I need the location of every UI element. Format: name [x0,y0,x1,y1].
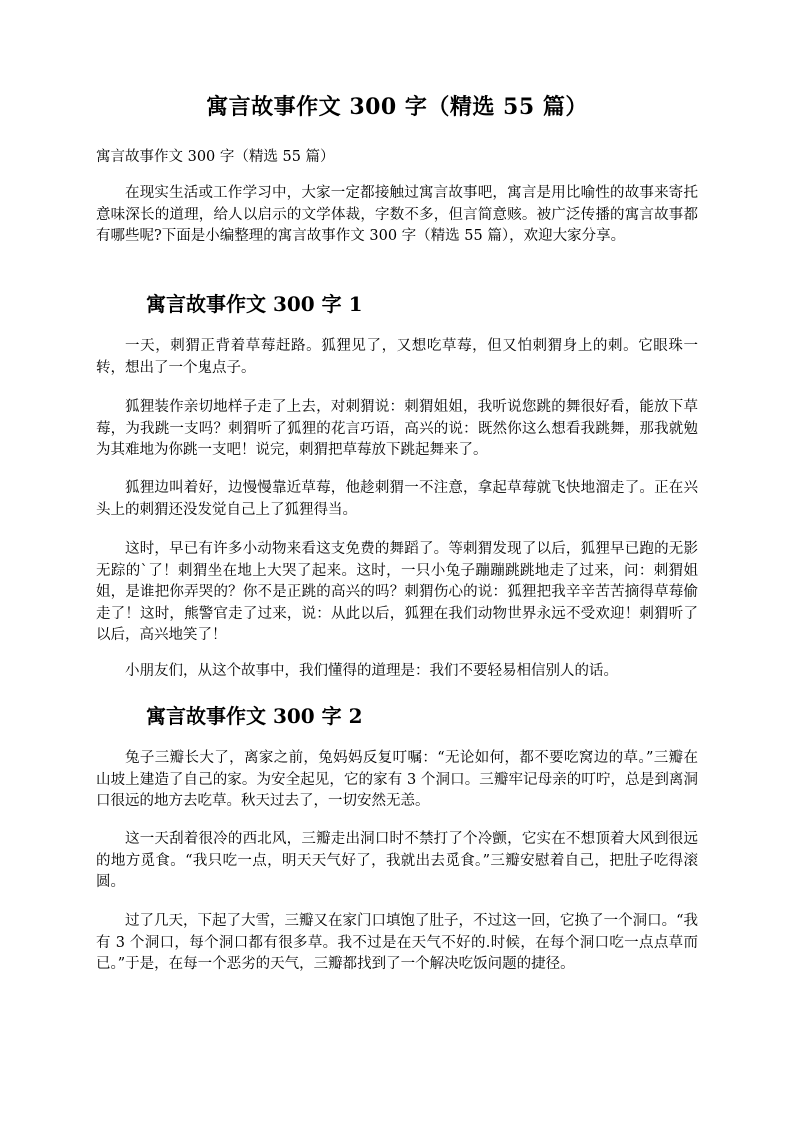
section-2-paragraph-2: 这一天刮着很冷的西北风，三瓣走出洞口时不禁打了个冷颤，它实在不想顶着大风到很远的地方觅食。“我只吃一点，明天天气好了，我就出去觅食。”三瓣安慰着自己，把肚子吃得滚圆。 [96,831,698,890]
section-1-paragraph-5: 小朋友们，从这个故事中，我们懂得的道理是：我们不要轻易相信别人的话。 [125,663,618,679]
section-heading-2: 寓言故事作文 300 字 2 [146,704,363,728]
section-heading-1: 寓言故事作文 300 字 1 [146,292,363,316]
section-1-paragraph-2: 狐狸装作亲切地样子走了上去，对刺猬说：刺猬姐姐，我听说您跳的舞很好看，能放下草莓，为我跳一支吗？刺猬听了狐狸的花言巧语，高兴的说：既然你这么想看我跳舞，那我就勉为其难地为你跳一支吧！说完，刺猬把草莓放下跳起舞来了。 [96,399,698,458]
section-1-paragraph-4: 这时，早已有许多小动物来看这支免费的舞蹈了。等刺猬发现了以后，狐狸早已跑的无影无踪的`了！刺猬坐在地上大哭了起来。这时，一只小兔子蹦蹦跳跳地走了过来，问：刺猬姐姐，是谁把你弄哭的？你不是正跳的高兴的吗？刺猬伤心的说：狐狸把我辛辛苦苦摘得草莓偷走了！这时，熊警官走了过来，说：从此以后，狐狸在我们动物世界永远不受欢迎！刺猬听了以后，高兴地笑了！ [96,541,698,643]
document-title: 寓言故事作文 300 字（精选 55 篇） [206,94,588,120]
document-subtitle: 寓言故事作文 300 字（精选 55 篇） [96,149,335,165]
section-1-paragraph-1: 一天，刺猬正背着草莓赶路。狐狸见了，又想吃草莓，但又怕刺猬身上的刺。它眼珠一转，想出了一个鬼点子。 [96,338,698,376]
section-2-paragraph-3: 过了几天，下起了大雪，三瓣又在家门口填饱了肚子，不过这一回，它换了一个洞口。“我有 3 个洞口，每个洞口都有很多草。我不过是在天气不好的.时候，在每个洞口吃一点点草而已。”于是，在每一个恶劣的天气，三瓣都找到了一个解决吃饭问题的捷径。 [96,913,698,972]
intro-paragraph: 在现实生活或工作学习中，大家一定都接触过寓言故事吧，寓言是用比喻性的故事来寄托意味深长的道理，给人以启示的文学体裁，字数不多，但言简意赅。被广泛传播的寓言故事都有哪些呢?下面是小编整理的寓言故事作文 300 字（精选 55 篇），欢迎大家分享。 [96,185,698,244]
section-2-paragraph-1: 兔子三瓣长大了，离家之前，兔妈妈反复叮嘱：“无论如何，都不要吃窝边的草。”三瓣在山坡上建造了自己的家。为安全起见，它的家有 3 个洞口。三瓣牢记母亲的叮咛，总是到离洞口很远的地方去吃草。秋天过去了，一切安然无恙。 [96,750,698,809]
section-1-paragraph-3: 狐狸边叫着好，边慢慢靠近草莓，他趁刺猬一不注意，拿起草莓就飞快地溜走了。正在兴头上的刺猬还没发觉自己上了狐狸得当。 [96,480,698,518]
